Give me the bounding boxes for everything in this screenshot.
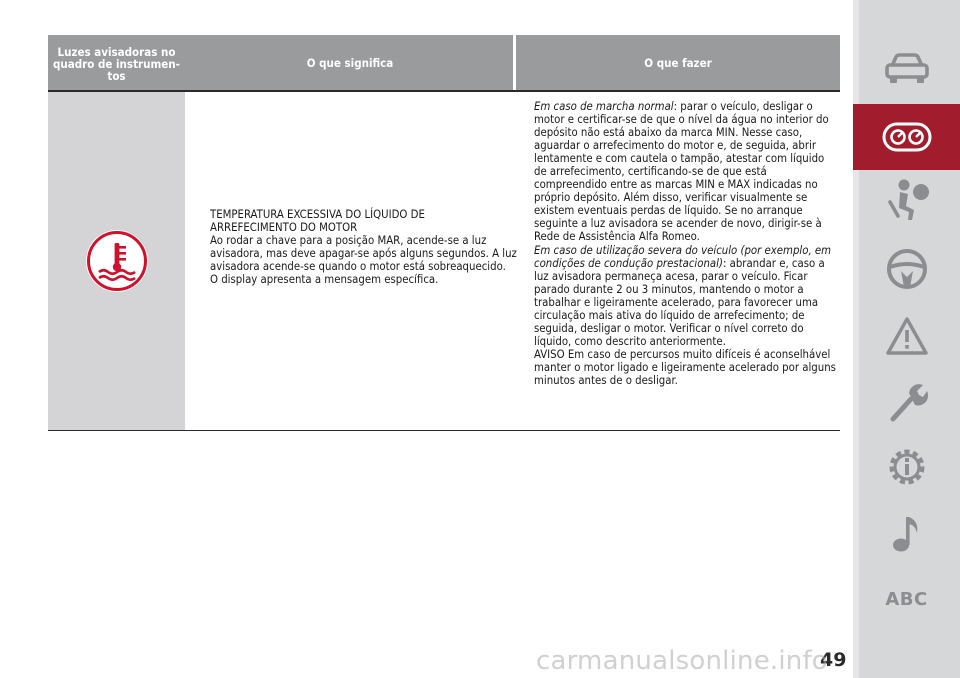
action-cell xyxy=(534,92,840,430)
action-warning: AVISO Em caso de percursos muito difíceis é aconselhável manter o motor ligado e ligeiramente acelerado por alguns minutos antes de o desligar. xyxy=(534,348,836,387)
meaning-cell xyxy=(185,92,534,430)
sidebar-item-safety[interactable] xyxy=(853,168,960,234)
page-number: 49 xyxy=(820,649,847,671)
action-severe xyxy=(534,244,838,348)
sidebar-item-technical-data[interactable] xyxy=(853,434,960,500)
dashboard-gauges-icon xyxy=(881,121,933,153)
icon-cell xyxy=(48,92,185,430)
table-header xyxy=(48,35,840,92)
normal-label: Em caso de marcha normal xyxy=(534,100,674,113)
sidebar-item-instruments[interactable] xyxy=(853,104,960,170)
sidebar-item-car[interactable] xyxy=(853,36,960,102)
meaning-title-line1: TEMPERATURA EXCESSIVA DO LÍQUIDO DE xyxy=(210,208,425,221)
warning-lights-table xyxy=(48,35,840,431)
severe-text: : abrandar e, caso a luz avisadora permaneça acesa, parar o veículo. Ficar parado durante 2 ou 3 minutos, mantendo o motor a trabalhar e ligeiramente acelerado, para favorecer uma circulação mais ativa do líquido de arrefecimento; de seguida, desligar o motor. Verificar o nível correto do líquido, como descrito anteriormente. xyxy=(534,257,825,348)
warning-triangle-icon xyxy=(884,315,930,357)
gear-info-icon xyxy=(884,444,930,490)
car-icon xyxy=(884,52,930,86)
table-row xyxy=(48,92,840,431)
sidebar-item-index[interactable] xyxy=(853,566,960,632)
sidebar-item-driving[interactable] xyxy=(853,236,960,302)
severe-label: Em caso de utilização severa do veículo (por exemplo, em condições de condução prestacional) xyxy=(534,244,832,270)
header-meaning: O que significa xyxy=(187,35,516,90)
sidebar-item-maintenance[interactable] xyxy=(853,368,960,434)
steering-wheel-icon xyxy=(885,247,929,291)
header-action: O que fazer xyxy=(644,55,712,70)
header-warning-lights: Luzes avisadoras no quadro de instrumen- tos xyxy=(53,44,180,83)
action-normal xyxy=(534,100,838,243)
chapter-sidebar xyxy=(853,0,960,678)
watermark: carmanualsonline.info xyxy=(536,646,828,676)
sidebar-item-emergency[interactable] xyxy=(853,303,960,369)
coolant-temperature-warning-icon xyxy=(85,229,149,293)
sidebar-item-multimedia[interactable] xyxy=(853,500,960,566)
meaning-title-line2: ARREFECIMENTO DO MOTOR xyxy=(210,221,358,234)
abc-icon: ABC xyxy=(885,588,928,610)
music-note-icon xyxy=(887,511,927,555)
meaning-paragraph: Ao rodar a chave para a posição MAR, acende-se a luz avisadora, mas deve apagar-se após alguns segundos. A luz avisadora acende-se quando o motor está sobreaquecido. xyxy=(210,234,517,273)
normal-text: : parar o veículo, desligar o motor e certificar-se de que o nível da água no interior do depósito não está abaixo da marca MIN. Nesse caso, aguardar o arrefecimento do motor e, de seguida, abrir lentamente e com cautela o tampão, atestar com líquido de arrefecimento, certificando-se de que está compreendido entre as marcas MIN e MAX indicadas no próprio depósito. Além disso, verificar visualmente se existem eventuais perdas de líquido. Se no arranque seguinte a luz avisadora se acender de novo, dirigir-se à Rede de Assistência Alfa Romeo. xyxy=(534,100,829,243)
wrench-icon xyxy=(885,379,929,423)
airbag-passenger-icon xyxy=(884,178,930,224)
meaning-paragraph2: O display apresenta a mensagem específica. xyxy=(210,273,439,286)
